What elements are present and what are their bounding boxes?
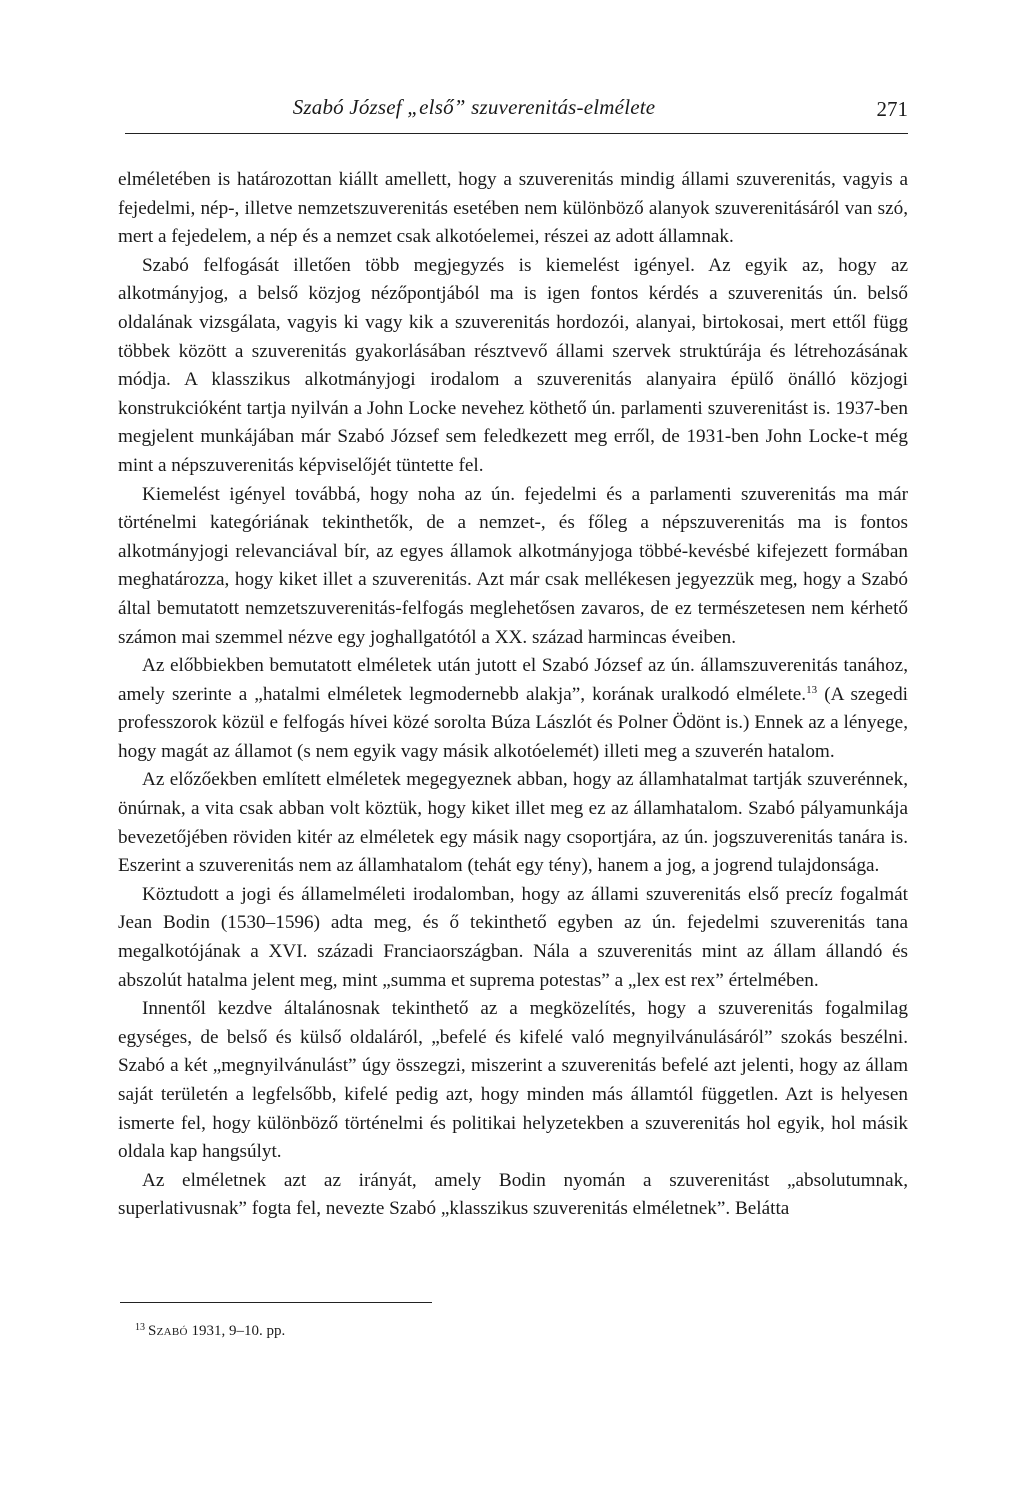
paragraph-4-text-after: (A szegedi professzorok közül e felfogás hívei közé sorolta Búza Lászlót és Polner Ödönt is.) Ennek az a lényege, hogy magát az államot (s nem egyik vagy másik alkotóelemét) illeti meg a szuverén hatalom. [118,683,908,762]
paragraph-1: elméletében is határozottan kiállt amellett, hogy a szuverenitás mindig állami szuverenitás, vagyis a fejedelmi, nép-, illetve nemzetszuverenitás esetében nem különböző alanyok szuverenitásáról van szó, mert a fejedelem, a nép és a nemzet csak alkotóelemei, részei az adott államnak. [118,169,908,248]
paragraph-6: Köztudott a jogi és államelméleti irodalomban, hogy az állami szuverenitás első precíz fogalmát Jean Bodin (1530–1596) adta meg, és ő tekinthető egyben az ún. fejedelmi szuverenitás tana megalkotójának a XVI. századi Franciaországban. Nála a szuverenitás mint az állam állandó és abszolút hatalma jelent meg, mint „summa et suprema potestas” a „lex est rex” értelmében. [118,883,908,991]
paragraph-7: Innentől kezdve általánosnak tekinthető az a megközelítés, hogy a szuverenitás fogalmilag egységes, de belső és külső oldaláról, „befelé és kifelé való megnyilvánulásáról” szokás beszélni. Szabó a két „megnyilvánulást” úgy összegzi, miszerint a szuverenitás befelé azt jelenti, hogy az állam saját területén a legfelsőbb, kifelé pedig azt, hogy minden más államtól független. Azt is helyesen ismerte fel, hogy különböző történelmi és politikai helyzetekben a szuverenitás hol egyik, hol másik oldala kap hangsúlyt. [118,998,908,1163]
paragraph-8: Az elméletnek azt az irányát, amely Bodin nyomán a szuverenitást „absolutumnak, superlativusnak” fogta fel, nevezte Szabó „klasszikus szuverenitás elméletnek”. Belátta [118,1169,908,1220]
footnote-rule [120,1302,432,1303]
footnote-author: Szabó [148,1323,188,1339]
paragraph-3: Kiemelést igényel továbbá, hogy noha az ún. fejedelmi és a parlamenti szuverenitás ma már történelmi kategóriának tekinthetők, de a nemzet-, és főleg a népszuverenitás ma is fontos alkotmányjogi relevanciával bír, az egyes államok alkotmányjoga többé-kevésbé kifejezett formában meghatározza, hogy kiket illet a szuverenitás. Azt már csak mellékesen jegyezzük meg, hogy a Szabó által bemutatott nemzetszuverenitás-felfogás meglehetősen zavaros, de ez természetesen nem kérhető számon mai szemmel nézve egy joghallgatótól a XX. század harmincas éveiben. [118,483,908,648]
paragraph-4 [118,652,908,766]
page-number: 271 [876,97,908,121]
paragraph-4-text-before: Az előbbiekben bemutatott elméletek után jutott el Szabó József az ún. államszuverenitás tanához, amely szerinte a „hatalmi elméletek legmodernebb alakja”, korának uralkodó elmélete. [118,655,908,705]
paragraph-2: Szabó felfogását illetően több megjegyzés is kiemelést igényel. Az egyik az, hogy az alkotmányjog, a belső közjog nézőpontjából ma is igen fontos kérdés a szuverenitás ún. belső oldalának vizsgálata, vagyis ki vagy kik a szuverenitás hordozói, alanyai, birtokosai, mert ettől függ többek között a szuverenitás gyakorlásában résztvevő állami szervek struktúrája és létrehozásának módja. A klasszikus alkotmányjogi irodalom a szuverenitás alanyaira épülő önálló közjogi konstrukcióként tartja nyilván a John Locke nevehez köthető ún. parlamenti szuverenitást is. 1937-ben megjelent munkájában már Szabó József sem feledkezett meg erről, de 1931-ben John Locke-t még mint a népszuverenitás képviselőjét tüntette fel. [118,254,908,476]
footnote-number: 13 [135,1322,145,1333]
body-text [118,166,908,1224]
footnote-citation: 1931, 9–10. pp. [191,1323,286,1339]
paragraph-5: Az előzőekben említett elméletek megegyeznek abban, hogy az államhatalmat tartják szuverénnek, önúrnak, a vita csak abban volt köztük, hogy kiket illet meg ez az államhatalom. Szabó pályamunkája bevezetőjében röviden kitér az elméletek egy másik nagy csoportjára, az ún. jogszuverenitás tanára is. Eszerint a szuverenitás nem az államhatalom (tehát egy tény), hanem a jog, a jogrend tulajdonsága. [118,769,908,877]
header-rule [125,133,908,134]
running-title: Szabó József „első” szuverenitás-elmélete [292,95,656,119]
footnote-reference: 13 [806,683,818,696]
page-header [120,95,908,131]
footnote [135,1318,285,1341]
